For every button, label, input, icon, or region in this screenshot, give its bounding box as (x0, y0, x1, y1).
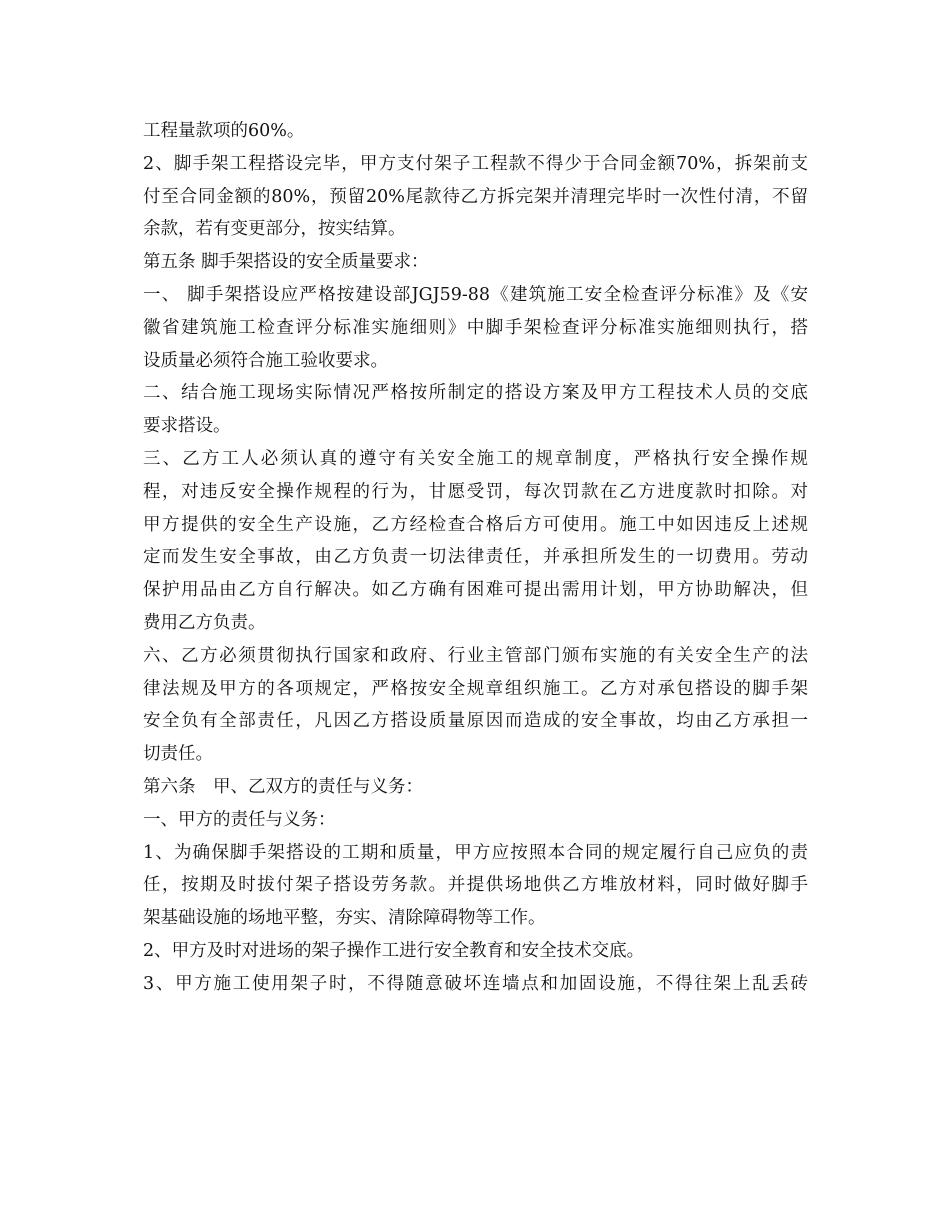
text-line: 二、结合施工现场实际情况严格按所制定的搭设方案及甲方工程技术人员的交底 (143, 383, 808, 404)
text-line: 要求搭设。 (143, 416, 231, 437)
section-heading: 第六条 甲、乙双方的责任与义务： (143, 776, 423, 797)
text-line: 任，按期及时拔付架子搭设劳务款。并提供场地供乙方堆放材料，同时做好脚手 (143, 875, 808, 896)
text-line: 切责任。 (143, 744, 213, 765)
text-line: 律法规及甲方的各项规定，严格按安全规章组织施工。乙方对承包搭设的脚手架 (143, 678, 808, 699)
text-line: 保护用品由乙方自行解决。如乙方确有困难可提出需用计划，甲方协助解决，但 (143, 580, 808, 601)
text-line: 六、乙方必须贯彻执行国家和政府、行业主管部门颁布实施的有关安全生产的法 (143, 645, 808, 666)
text-line: 2、甲方及时对进场的架子操作工进行安全教育和安全技术交底。 (143, 940, 645, 961)
text-line: 3、甲方施工使用架子时，不得随意破坏连墙点和加固设施，不得往架上乱丢砖 (143, 973, 808, 994)
text-line: 程，对违反安全操作规程的行为，甘愿受罚，每次罚款在乙方进度款时扣除。对 (143, 481, 808, 502)
text-line: 付至合同金额的80%，预留20%尾款待乙方拆完架并清理完毕时一次性付清，不留 (143, 186, 808, 207)
text-line: 安全负有全部责任，凡因乙方搭设质量原因而造成的安全事故，均由乙方承担一 (143, 711, 808, 732)
text-line: 1、为确保脚手架搭设的工期和质量，甲方应按照本合同的规定履行自己应负的责 (143, 842, 808, 863)
text-line: 费用乙方负责。 (143, 612, 266, 633)
text-line: 定而发生安全事故，由乙方负责一切法律责任，并承担所发生的一切费用。劳动 (143, 547, 808, 568)
text-line: 一、 脚手架搭设应严格按建设部JGJ59-88《建筑施工安全检查评分标准》及《安 (143, 284, 808, 305)
document-body (143, 115, 808, 1001)
text-line: 甲方提供的安全生产设施，乙方经检查合格后方可使用。施工中如因违反上述规 (143, 514, 808, 535)
text-line: 架基础设施的场地平整，夯实、清除障碍物等工作。 (143, 908, 546, 929)
section-heading: 第五条 脚手架搭设的安全质量要求： (143, 252, 429, 273)
subsection-heading: 一、甲方的责任与义务： (143, 809, 336, 830)
text-line: 工程量款项的60%。 (143, 121, 305, 141)
text-line: 三、乙方工人必须认真的遵守有关安全施工的规章制度，严格执行安全操作规 (143, 448, 808, 469)
text-line: 徽省建筑施工检查评分标准实施细则》中脚手架检查评分标准实施细则执行，搭 (143, 317, 808, 338)
text-line: 2、脚手架工程搭设完毕，甲方支付架子工程款不得少于合同金额70%，拆架前支 (143, 153, 808, 174)
text-line: 设质量必须符合施工验收要求。 (143, 350, 388, 371)
text-line: 余款，若有变更部分，按实结算。 (143, 219, 406, 240)
